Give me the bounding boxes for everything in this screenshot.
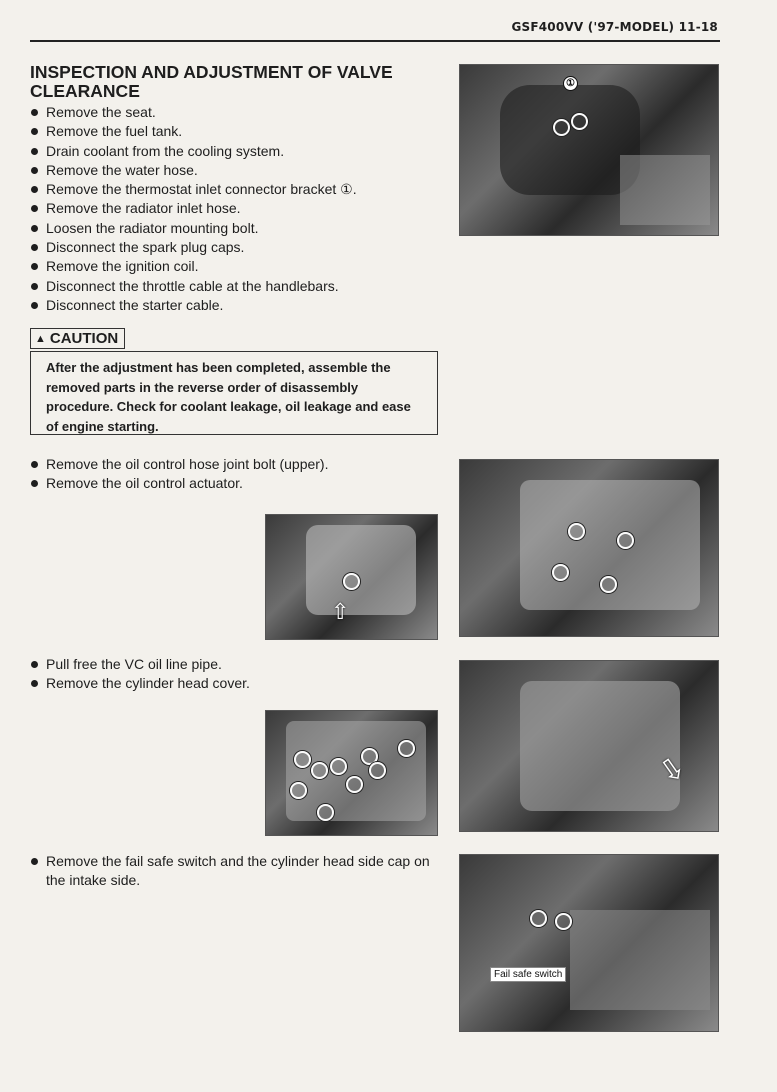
step-item: Remove the oil control hose joint bolt (upper). [30,455,450,474]
step-item: Remove the oil control actuator. [30,474,450,493]
step-list-1 [30,103,460,315]
bolt-marker [330,758,347,775]
step-item: Disconnect the spark plug caps. [30,238,460,257]
step-list-2 [30,455,450,494]
step-item: Remove the fuel tank. [30,122,460,141]
photo-head-cover-removal [459,660,719,832]
bolt-marker [317,804,334,821]
bolt-marker [600,576,617,593]
page-header [30,14,720,42]
bolt-marker [530,910,547,927]
step-list-3 [30,655,280,694]
section-title: INSPECTION AND ADJUSTMENT OF VALVE CLEARANCE [30,62,393,101]
fail-safe-switch-label: Fail safe switch [490,967,566,982]
photo-hose-joint-bolts [459,459,719,637]
step-list-4 [30,852,450,891]
bolt-marker [617,532,634,549]
step-item: Pull free the VC oil line pipe. [30,655,280,674]
bolt-marker [311,762,328,779]
bolt-marker [571,113,588,130]
step-item: Remove the thermostat inlet connector bracket ①. [30,180,460,199]
bolt-marker [346,776,363,793]
bolt-marker [343,573,360,590]
step-item: Remove the fail safe switch and the cylinder head side cap on the intake side. [30,852,450,891]
model-page-number: GSF400VV ('97-MODEL) 11-18 [511,20,718,34]
warning-triangle-icon: ▲ [35,333,46,345]
photo-oil-control-actuator [265,514,438,640]
bolt-marker [552,564,569,581]
bolt-marker [568,523,585,540]
photo-fail-safe-switch [459,854,719,1032]
bolt-marker [555,913,572,930]
step-item: Remove the cylinder head cover. [30,674,280,693]
step-item: Disconnect the throttle cable at the handlebars. [30,277,460,296]
step-item: Remove the ignition coil. [30,257,460,276]
bolt-marker [553,119,570,136]
bolt-marker [369,762,386,779]
arrow-up-icon: ⇧ [331,599,350,624]
bolt-marker [398,740,415,757]
photo-thermostat-bracket [459,64,719,236]
caution-label [30,328,125,349]
bolt-marker [290,782,307,799]
callout-number-1: ① [563,76,578,91]
caution-box: After the adjustment has been completed, assemble the removed parts in the reverse order of disassembly procedure. Check for coolant leakage, oil leakage and ease of engine starting. [30,351,438,435]
photo-cylinder-head-cover-bolts [265,710,438,836]
step-item: Drain coolant from the cooling system. [30,142,460,161]
step-item: Remove the seat. [30,103,460,122]
step-item: Disconnect the starter cable. [30,296,460,315]
step-item: Loosen the radiator mounting bolt. [30,219,460,238]
step-item: Remove the water hose. [30,161,460,180]
bolt-marker [294,751,311,768]
caution-label-text: CAUTION [49,330,119,347]
step-item: Remove the radiator inlet hose. [30,199,460,218]
arrow-icon: ⇩ [652,749,693,792]
